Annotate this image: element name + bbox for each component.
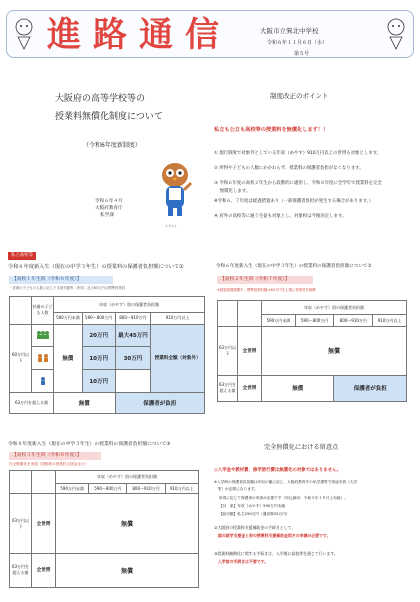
banner-decoration-right	[385, 17, 407, 51]
table1-title: 令和６年度新入生（現在の中学３年生）の授業料の保護者負担額について①	[8, 264, 184, 270]
t2-row-label2: 63万円を超える額	[218, 375, 238, 401]
t1-income-2: 800～910万円	[115, 313, 151, 324]
t1-row-label2: 63万円を超える額	[10, 393, 54, 414]
t2-income-1: 590～800万円	[295, 315, 334, 327]
t3-row-label: 63万円以下	[10, 494, 32, 554]
banner-decoration-left	[13, 17, 35, 51]
table1-block	[6, 262, 210, 422]
t2-cell-parent: 保護者が負担	[334, 375, 407, 401]
table3-subtitle: 【高校３年生時（令和８年度）】	[9, 452, 101, 460]
points-item-3: ③ 令和６年度の高校２年生から段階的に適用し、令和８年度に全学年で授業料を完全	[214, 181, 382, 186]
t3-col-income-header: 年収（めやす）別の保護者負担額	[56, 471, 199, 484]
t3-col-label	[10, 471, 32, 494]
t1-income-0: 590万円未満	[54, 313, 83, 324]
t3-income-1: 590～800万円	[89, 483, 127, 494]
notes-item-6: 【給付額】私立250万円（通信制25万円）	[214, 512, 290, 516]
points-item-2: ② 所得や子どもの人数にかかわらず、授業料の保護者負担がなくなります。	[214, 166, 364, 171]
t1-cell-parent: 保護者が負担	[115, 393, 204, 414]
t3-income-2: 800～910万円	[127, 483, 165, 494]
t1-col-label	[10, 297, 32, 325]
t1-col-children: 扶養の子ども人数	[32, 297, 54, 325]
t1-cell-10b: 10万円	[82, 370, 115, 393]
notes-item-2: ※入学時の保護者負担額は年収の額に応じ、大阪府教育庁の私学課等で別途手続（大学	[214, 480, 358, 484]
t3-row-label2: 63万円を超える額	[10, 553, 32, 587]
t3-cell-free2: 無償	[56, 553, 199, 587]
table3-block	[6, 440, 206, 590]
header-banner	[6, 10, 414, 58]
table2-block	[214, 262, 414, 412]
points-item-1: ① 現行制度で対象外としている年収（めやす）910万円以上の世帯も対象とします。	[214, 151, 382, 156]
t1-cell-free2: 無償	[54, 393, 116, 414]
notes-item-8: 国の就学支援金と府の授業料支援補助金両方の申請が必要です。	[214, 533, 331, 538]
school-name: 大阪市立巽北中学校	[260, 27, 319, 35]
points-title: 制度改正のポイント	[270, 92, 329, 100]
t1-cell-blank	[115, 370, 151, 393]
t3-all-label: 全世帯	[32, 494, 56, 554]
t2-income-0: 590万円未満	[262, 315, 296, 327]
t3-income-3: 910万円以上	[165, 483, 198, 494]
t1-cell-free: 無償	[54, 324, 83, 393]
child-icon	[35, 376, 51, 386]
t2-income-2: 800～910万円	[334, 315, 373, 327]
t1-cell-30: 30万円	[115, 347, 151, 370]
notes-block	[212, 440, 414, 590]
notes-item-7: ②大阪府の授業料支援補助金の手続きとして、	[214, 525, 296, 530]
t2-income-3: 910万円以上	[373, 315, 407, 327]
t1-col-income-header: 年収（めやす）別の保護者負担額	[54, 297, 205, 313]
issuer-section: 私学課	[100, 213, 114, 218]
points-card	[210, 82, 410, 232]
notes-item-1: ◎入学金や教材費、修学旅行費は無償化の対象ではありません。	[214, 468, 342, 473]
t1-cell-20: 20万円	[82, 324, 115, 347]
notes-item-9: ③授業料無償化に関する手続きは、入学後に高校等を通じて行います。	[214, 551, 338, 556]
notes-item-4: 所得に応じて保護者の申請が必要です（申込締切：令和５年１０月上旬頃）。	[214, 496, 348, 500]
table3-title: 令和６年度新入生（現在の中学３年生）の授業料の保護者負担額について③	[8, 442, 171, 447]
table2-title: 令和６年度新入生（現在の中学３年生）の授業料の保護者負担額について②	[216, 264, 372, 269]
t1-row-label: 60万円以下	[10, 324, 32, 393]
table2-subtitle: 【高校２年生時（令和７年度）】	[217, 276, 313, 284]
table1-note: ・扶養の子どもの人数に応じた支援年額等（所得）及び63万円は標準授業料	[9, 286, 126, 290]
intro-card	[45, 82, 207, 232]
mascot-illustration	[155, 157, 195, 222]
t1-children-icon-3	[32, 324, 54, 347]
private-school-tag: 私立高校等	[8, 252, 36, 260]
issue-number: 第５号	[294, 51, 310, 57]
t2-all-label: 全世帯	[238, 327, 262, 375]
t1-income-1: 590～800万円	[82, 313, 115, 324]
t2-col-income-header: 年収（めやす）別の保護者負担額	[262, 301, 407, 315]
table3-note: 完全無償化を実現（国制度の授業料支援金含む）	[9, 462, 89, 466]
t2-row-label: 63万円以下	[218, 327, 238, 375]
issue-date: 令和６年１１月６日（水）	[267, 40, 328, 46]
t2-cell-free: 無償	[262, 327, 407, 375]
points-item-note: ※令和６、７年度は経過措置あり（一部保護者負担が発生する場合があります。）	[214, 199, 374, 204]
notes-item-5: 【対 象】年収（めやす）590万円未満	[214, 504, 285, 508]
intro-heading-line2: 授業料無償化制度について	[55, 112, 163, 122]
notes-item-10: 入学前の手続きは不要です。	[214, 559, 269, 564]
t2-cell-free2: 無償	[262, 375, 334, 401]
children-icon	[35, 353, 51, 363]
t3-col-blank	[32, 471, 56, 494]
t1-income-3: 910万円以上	[151, 313, 205, 324]
t1-cell-45: 最大45万円	[115, 324, 151, 347]
children-icon	[35, 330, 51, 340]
t3-income-0: 590万円未満	[56, 483, 89, 494]
notes-title: 完全無償化における留意点	[264, 444, 339, 451]
issuer-date: 令和６年４月	[95, 199, 123, 204]
mascot-caption: もずやん	[165, 224, 178, 228]
table2-grid	[217, 300, 407, 402]
issuer-dept: 大阪府教育庁	[95, 206, 123, 211]
table1-subtitle: 【高校１年生時（令和６年度）】	[9, 276, 113, 284]
table3-grid	[9, 470, 199, 588]
t1-cell-full: 授業料全額（対象外）	[151, 324, 205, 393]
t1-children-icon-2	[32, 347, 54, 370]
t3-cell-free: 無償	[56, 494, 199, 554]
t2-col-label	[218, 301, 238, 327]
t2-col-blank	[238, 301, 262, 327]
table1-grid	[9, 296, 205, 414]
table2-note: ※経過措置期間中、標準授業料額は63万円を上限に授業料を無償	[217, 288, 316, 292]
t3-all-label2: 全世帯	[32, 553, 56, 587]
points-lead: 私立も公立も高校等の授業料を無償化します！！	[214, 127, 329, 133]
t2-all-label2: 全世帯	[238, 375, 262, 401]
points-item-4: ④ 府外の高校等に通う生徒も対象とし、対象校は今後決定します。	[214, 214, 347, 219]
page-title: 進路通信	[47, 15, 231, 55]
intro-subheading: （令和6年度新制度）	[83, 142, 141, 149]
t1-children-icon-1	[32, 370, 54, 393]
t1-cell-10a: 10万円	[82, 347, 115, 370]
intro-heading-line1: 大阪府の高等学校等の	[55, 94, 146, 104]
points-item-3b: 無償化します。	[214, 189, 251, 194]
notes-item-3: 等）が必要になります。	[214, 487, 258, 491]
